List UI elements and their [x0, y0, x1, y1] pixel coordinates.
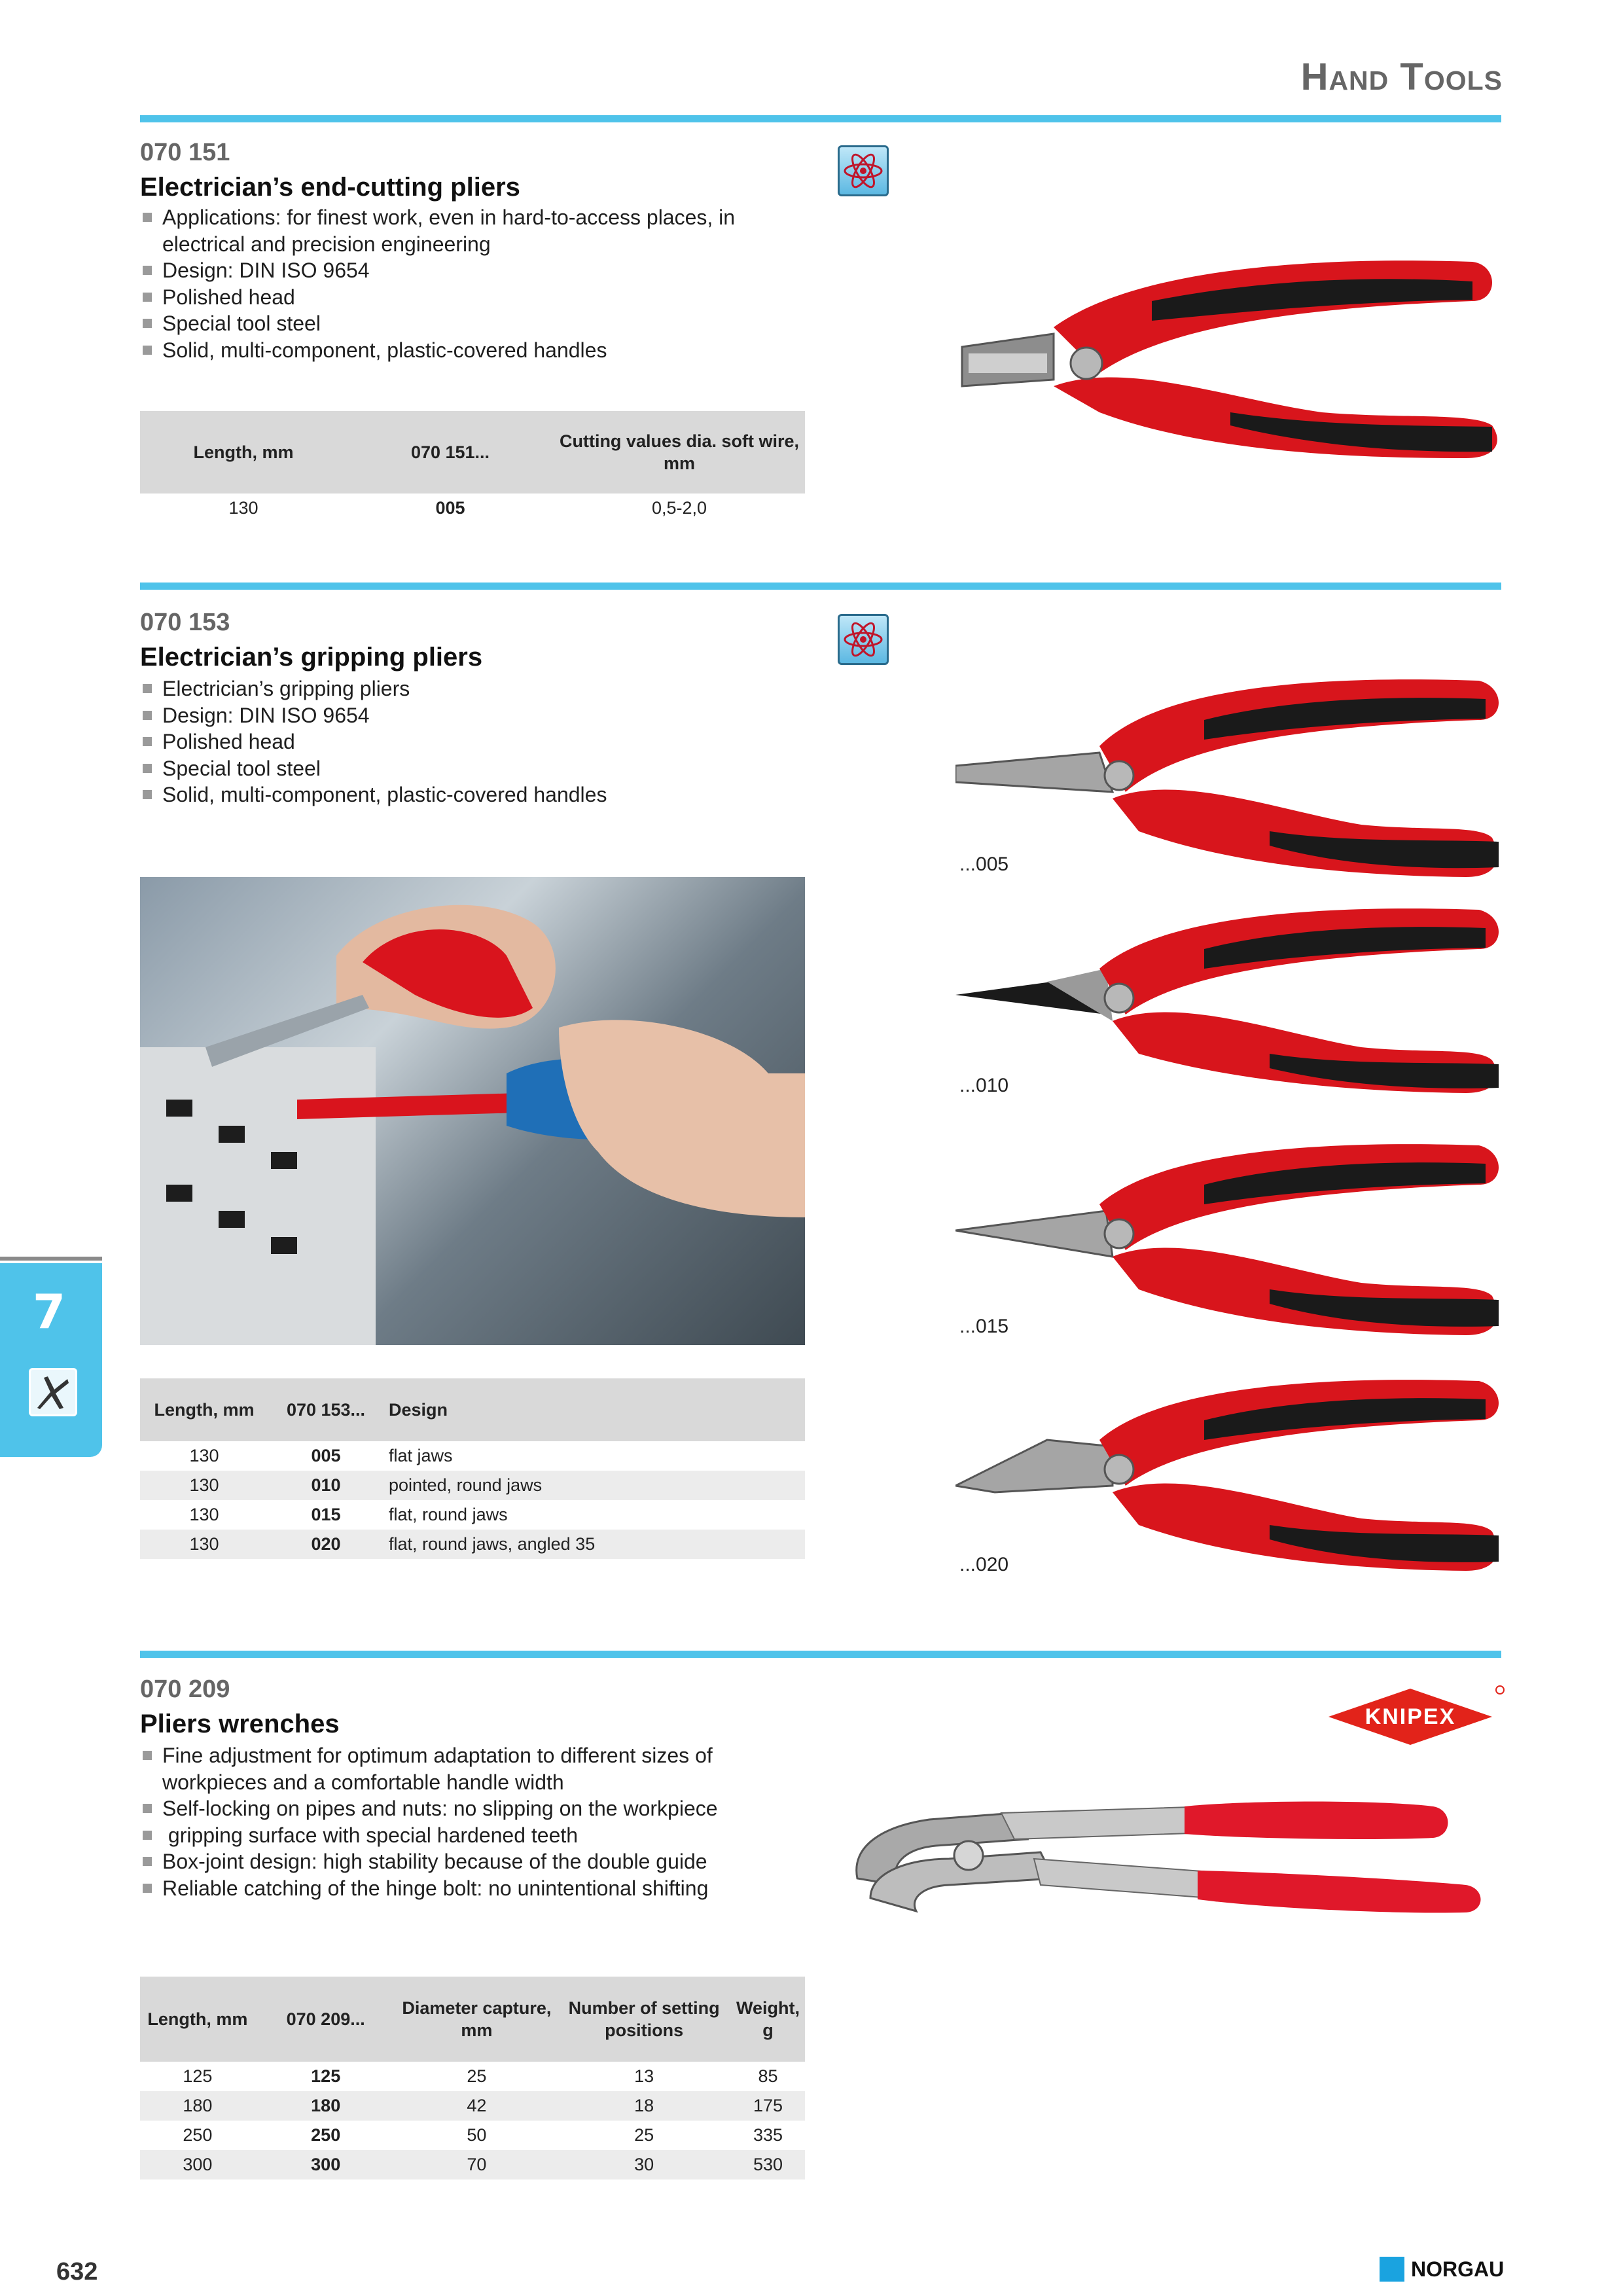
spec-table — [140, 411, 805, 523]
pliers-variant-010 — [955, 903, 1505, 1093]
table-cell: 130 — [228, 498, 259, 518]
feature-item: gripping surface with special hardened teeth — [140, 1822, 755, 1849]
product-title: Pliers wrenches — [140, 1710, 340, 1738]
atom-icon — [838, 145, 889, 196]
table-cell: 250 — [311, 2125, 341, 2145]
table-cell: 130 — [140, 1471, 268, 1500]
spec-table — [140, 1378, 805, 1559]
table-cell: flat jaws — [389, 1446, 453, 1465]
table-cell: 85 — [758, 2066, 778, 2086]
pliers-variant-005 — [955, 668, 1505, 877]
column-header: Cutting values dia. soft wire, mm — [554, 411, 805, 493]
table-cell: pointed, round jaws — [383, 1471, 805, 1500]
table-cell: 180 — [140, 2091, 255, 2121]
column-header: 070 153... — [268, 1378, 383, 1441]
feature-item: Special tool steel — [140, 755, 755, 782]
feature-item: Design: DIN ISO 9654 — [140, 257, 755, 284]
end-cutting-pliers-image — [955, 249, 1505, 458]
column-header: Length, mm — [140, 1378, 268, 1441]
table-cell: 300 — [140, 2150, 255, 2179]
variant-label: ...005 — [959, 853, 1009, 875]
pliers-wrench-image — [844, 1787, 1499, 1918]
variant-label: ...020 — [959, 1554, 1009, 1575]
table-cell: 130 — [189, 1505, 219, 1524]
chapter-tab-edge — [0, 1257, 102, 1261]
table-cell: 530 — [731, 2150, 805, 2179]
table-cell: 25 — [467, 2066, 487, 2086]
brand-name: NORGAU — [1411, 2257, 1505, 2281]
column-header: 070 151... — [347, 411, 554, 493]
table-cell: 25 — [634, 2125, 654, 2145]
knipex-logo — [1329, 1681, 1505, 1753]
pliers-variant-015 — [955, 1132, 1505, 1335]
column-header: Number of setting positions — [557, 1977, 731, 2062]
feature-item: Applications: for finest work, even in hard-to-access places, in electrical and precision engineering — [140, 204, 755, 257]
table-cell: 130 — [140, 1530, 268, 1559]
table-cell: 335 — [753, 2125, 783, 2145]
pliers-icon — [29, 1368, 77, 1416]
column-header: Diameter capture, mm — [397, 1977, 558, 2062]
atom-icon — [838, 614, 889, 665]
feature-item: Box-joint design: high stability because of the double guide — [140, 1848, 755, 1875]
table-row — [140, 2091, 805, 2121]
spec-table — [140, 1977, 805, 2179]
feature-item: Design: DIN ISO 9654 — [140, 702, 755, 729]
table-cell: 70 — [397, 2150, 558, 2179]
product-title: Electrician’s gripping pliers — [140, 643, 483, 672]
feature-item: Reliable catching of the hinge bolt: no unintentional shifting — [140, 1875, 755, 1902]
table-row — [140, 2150, 805, 2179]
table-cell: 020 — [268, 1530, 383, 1559]
section-divider — [140, 583, 1501, 590]
table-cell: 18 — [557, 2091, 731, 2121]
column-header: Length, mm — [140, 1977, 255, 2062]
table-row — [140, 2062, 805, 2091]
brand-name: KNIPEX — [1364, 1704, 1456, 1729]
table-cell: 0,5-2,0 — [651, 498, 707, 518]
column-header: Design — [383, 1378, 805, 1441]
table-cell: 010 — [268, 1471, 383, 1500]
table-row — [140, 1441, 805, 1471]
variant-label: ...010 — [959, 1075, 1009, 1096]
feature-list — [140, 675, 755, 808]
column-header: Length, mm — [140, 411, 347, 493]
feature-item: Polished head — [140, 284, 755, 311]
norgau-logo — [1380, 2257, 1504, 2282]
feature-item: Fine adjustment for optimum adaptation to different sizes of workpieces and a comfortable handle width — [140, 1742, 755, 1795]
feature-item: Solid, multi-component, plastic-covered handles — [140, 781, 755, 808]
feature-item: Solid, multi-component, plastic-covered handles — [140, 337, 755, 364]
table-row — [140, 2121, 805, 2150]
table-cell: 13 — [634, 2066, 654, 2086]
table-row — [140, 1530, 805, 1559]
section-title: Hand Tools — [1300, 56, 1503, 98]
feature-item: Electrician’s gripping pliers — [140, 675, 755, 702]
pliers-variant-020 — [955, 1368, 1505, 1571]
table-cell: 50 — [467, 2125, 487, 2145]
section-divider — [140, 115, 1501, 122]
table-cell: flat, round jaws — [389, 1505, 508, 1524]
table-cell: 130 — [189, 1446, 219, 1465]
electrician-photo — [140, 877, 805, 1345]
feature-list — [140, 204, 755, 363]
table-row — [140, 1471, 805, 1500]
table-cell: 300 — [255, 2150, 397, 2179]
norgau-logo-mark — [1380, 2257, 1404, 2282]
product-code: 070 153 — [140, 609, 230, 636]
section-divider — [140, 1651, 1501, 1658]
table-cell: 005 — [435, 498, 465, 518]
product-title: Electrician’s end-cutting pliers — [140, 173, 520, 202]
chapter-number: 7 — [33, 1284, 66, 1339]
feature-item: Self-locking on pipes and nuts: no slipping on the workpiece — [140, 1795, 755, 1822]
feature-item: Polished head — [140, 728, 755, 755]
table-cell: 250 — [183, 2125, 213, 2145]
table-cell: flat, round jaws, angled 35 — [383, 1530, 805, 1559]
product-code: 070 209 — [140, 1676, 230, 1703]
table-cell: 175 — [731, 2091, 805, 2121]
column-header: Weight, g — [731, 1977, 805, 2062]
table-cell: 125 — [311, 2066, 341, 2086]
variant-label: ...015 — [959, 1316, 1009, 1337]
table-row — [140, 493, 805, 523]
feature-item: Special tool steel — [140, 310, 755, 337]
column-header: 070 209... — [255, 1977, 397, 2062]
product-code: 070 151 — [140, 139, 230, 166]
table-cell: 015 — [311, 1505, 341, 1524]
page-number: 632 — [56, 2258, 98, 2286]
table-row — [140, 1500, 805, 1530]
table-cell: 005 — [311, 1446, 341, 1465]
table-cell: 125 — [183, 2066, 213, 2086]
feature-list — [140, 1742, 755, 1901]
table-cell: 180 — [255, 2091, 397, 2121]
table-cell: 42 — [397, 2091, 558, 2121]
table-cell: 30 — [557, 2150, 731, 2179]
